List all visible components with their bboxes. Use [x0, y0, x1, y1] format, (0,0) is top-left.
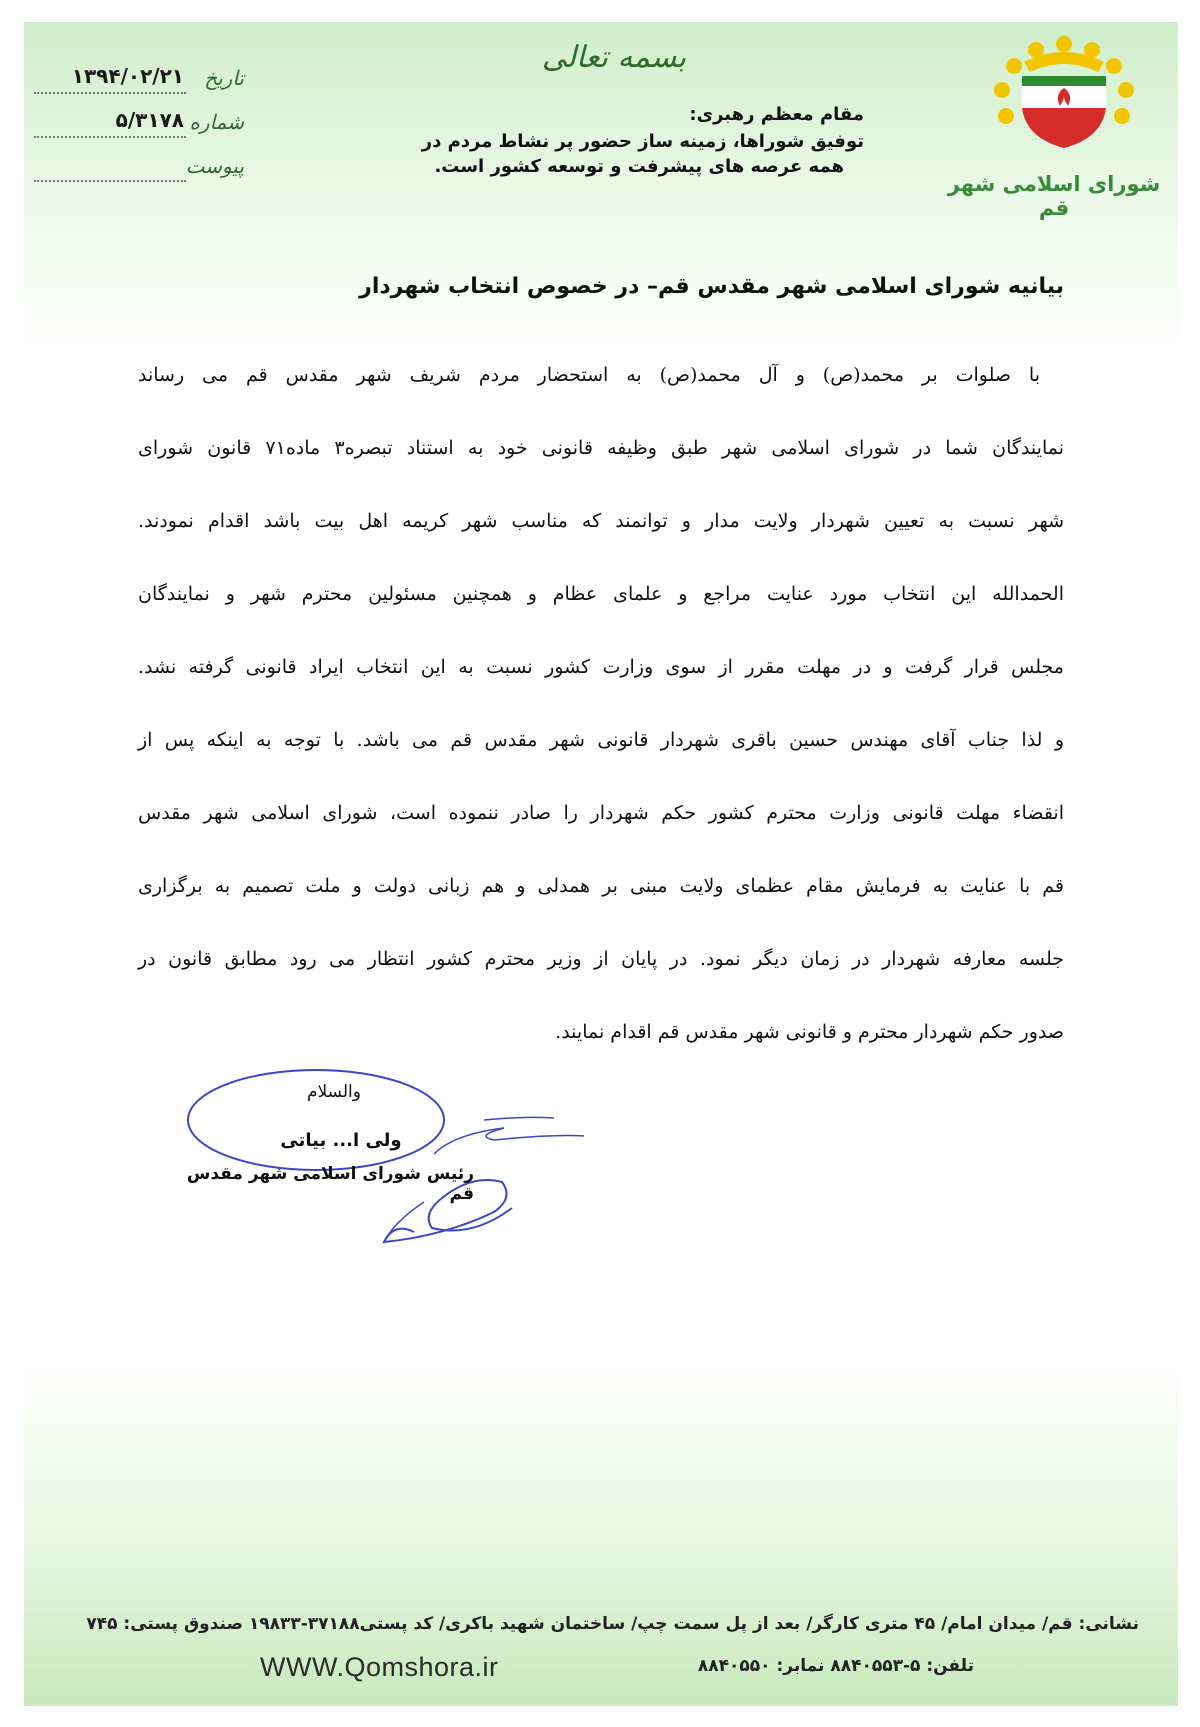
body-line: الحمدالله این انتخاب مورد عنایت مراجع و علمای عظام و همچنین مسئولین محترم شهر و نمایندگان: [138, 583, 1064, 605]
body-line: و لذا جناب آقای مهندس حسین باقری شهردار قانونی شهر مقدس قم می باشد. با توجه به اینکه پس از: [138, 729, 1064, 751]
number-value: ۵/۳۱۷۸: [115, 108, 184, 132]
statement-title: بیانیه شورای اسلامی شهر مقدس قم– در خصوص انتخاب شهردار: [359, 274, 1064, 299]
attachment-row: [34, 150, 244, 194]
footer-phone: تلفن: ۵-۸۸۴۰۵۵۳ نمابر: ۸۸۴۰۵۵۰: [697, 1656, 974, 1676]
leader-quote-line: همه عرصه های پیشرفت و توسعه کشور است.: [434, 156, 844, 177]
leader-quote-title: مقام معظم رهبری:: [689, 104, 864, 125]
body-line: انقضاء مهلت قانونی وزارت محترم کشور حکم شهردار را صادر ننموده است، شورای اسلامی شهر مقدس: [138, 802, 1064, 824]
date-value: ۱۳۹۴/۰۲/۲۱: [71, 64, 184, 88]
dotted-line: [34, 92, 186, 94]
body-line: مجلس قرار گرفت و در مهلت مقرر از سوی وزارت کشور نسبت به این انتخاب ایراد قانونی گرفته نشد.: [138, 656, 1064, 678]
footer-website-link[interactable]: WWW.Qomshora.ir: [260, 1652, 499, 1682]
signature-salutation: والسلام: [307, 1082, 361, 1102]
attachment-label: پیوست: [185, 154, 244, 178]
body-line: جلسه معارفه شهردار در زمان دیگر نمود. در پایان از وزیر محترم کشور انتظار می رود مطابق قانون در: [138, 948, 1064, 970]
number-row: [34, 106, 244, 150]
iran-emblem-council-logo-icon: [984, 32, 1144, 152]
body-line: نمایندگان شما در شورای اسلامی شهر طبق وظیفه قانونی خود به استناد تبصره۳ ماده۷۱ قانون شورای: [138, 437, 1064, 459]
body-line: صدور حکم شهردار محترم و قانونی شهر مقدس قم اقدام نمایند.: [555, 1021, 1064, 1043]
date-label: تاریخ: [204, 66, 244, 90]
statement-body: [138, 360, 1064, 1090]
body-line: قم با عنایت به فرمایش مقام عظمای ولایت مبنی بر همدلی و هم زبانی دولت و ملت تصمیم به برگزاری: [138, 875, 1064, 897]
letterhead-page: [24, 22, 1178, 1706]
council-name: شورای اسلامی شهر قم: [947, 172, 1161, 220]
body-line: شهر نسبت به تعیین شهردار ولایت مدار و توانمند که مناسب شهر کریمه اهل بیت باشد اقدام نمودند.: [138, 510, 1064, 532]
number-label: شماره: [189, 110, 244, 134]
leader-quote-line: توفیق شوراها، زمینه ساز حضور پر نشاط مردم در: [421, 131, 864, 152]
date-row: [34, 62, 244, 106]
letter-meta: [34, 62, 244, 194]
signatory-name: ولی ا... بیاتی: [280, 1130, 402, 1151]
footer-address: نشانی: قم/ میدان امام/ ۴۵ متری کارگر/ بعد از پل سمت چپ/ ساختمان شهید باکری/ کد پستی۳۷۱۸۸-۱۹۸۳۳ صندوق پستی: ۷۴۵: [86, 1614, 1139, 1634]
bismillah-calligraphy: بسمه تعالی: [541, 40, 687, 75]
signatory-role: رئیس شورای اسلامی شهر مقدس قم: [186, 1164, 474, 1204]
dotted-line: [34, 180, 186, 182]
body-line: با صلوات بر محمد(ص) و آل محمد(ص) به استحضار مردم شریف شهر مقدس قم می رساند: [138, 364, 1040, 386]
dotted-line: [34, 136, 186, 138]
leader-quote: [354, 104, 864, 181]
